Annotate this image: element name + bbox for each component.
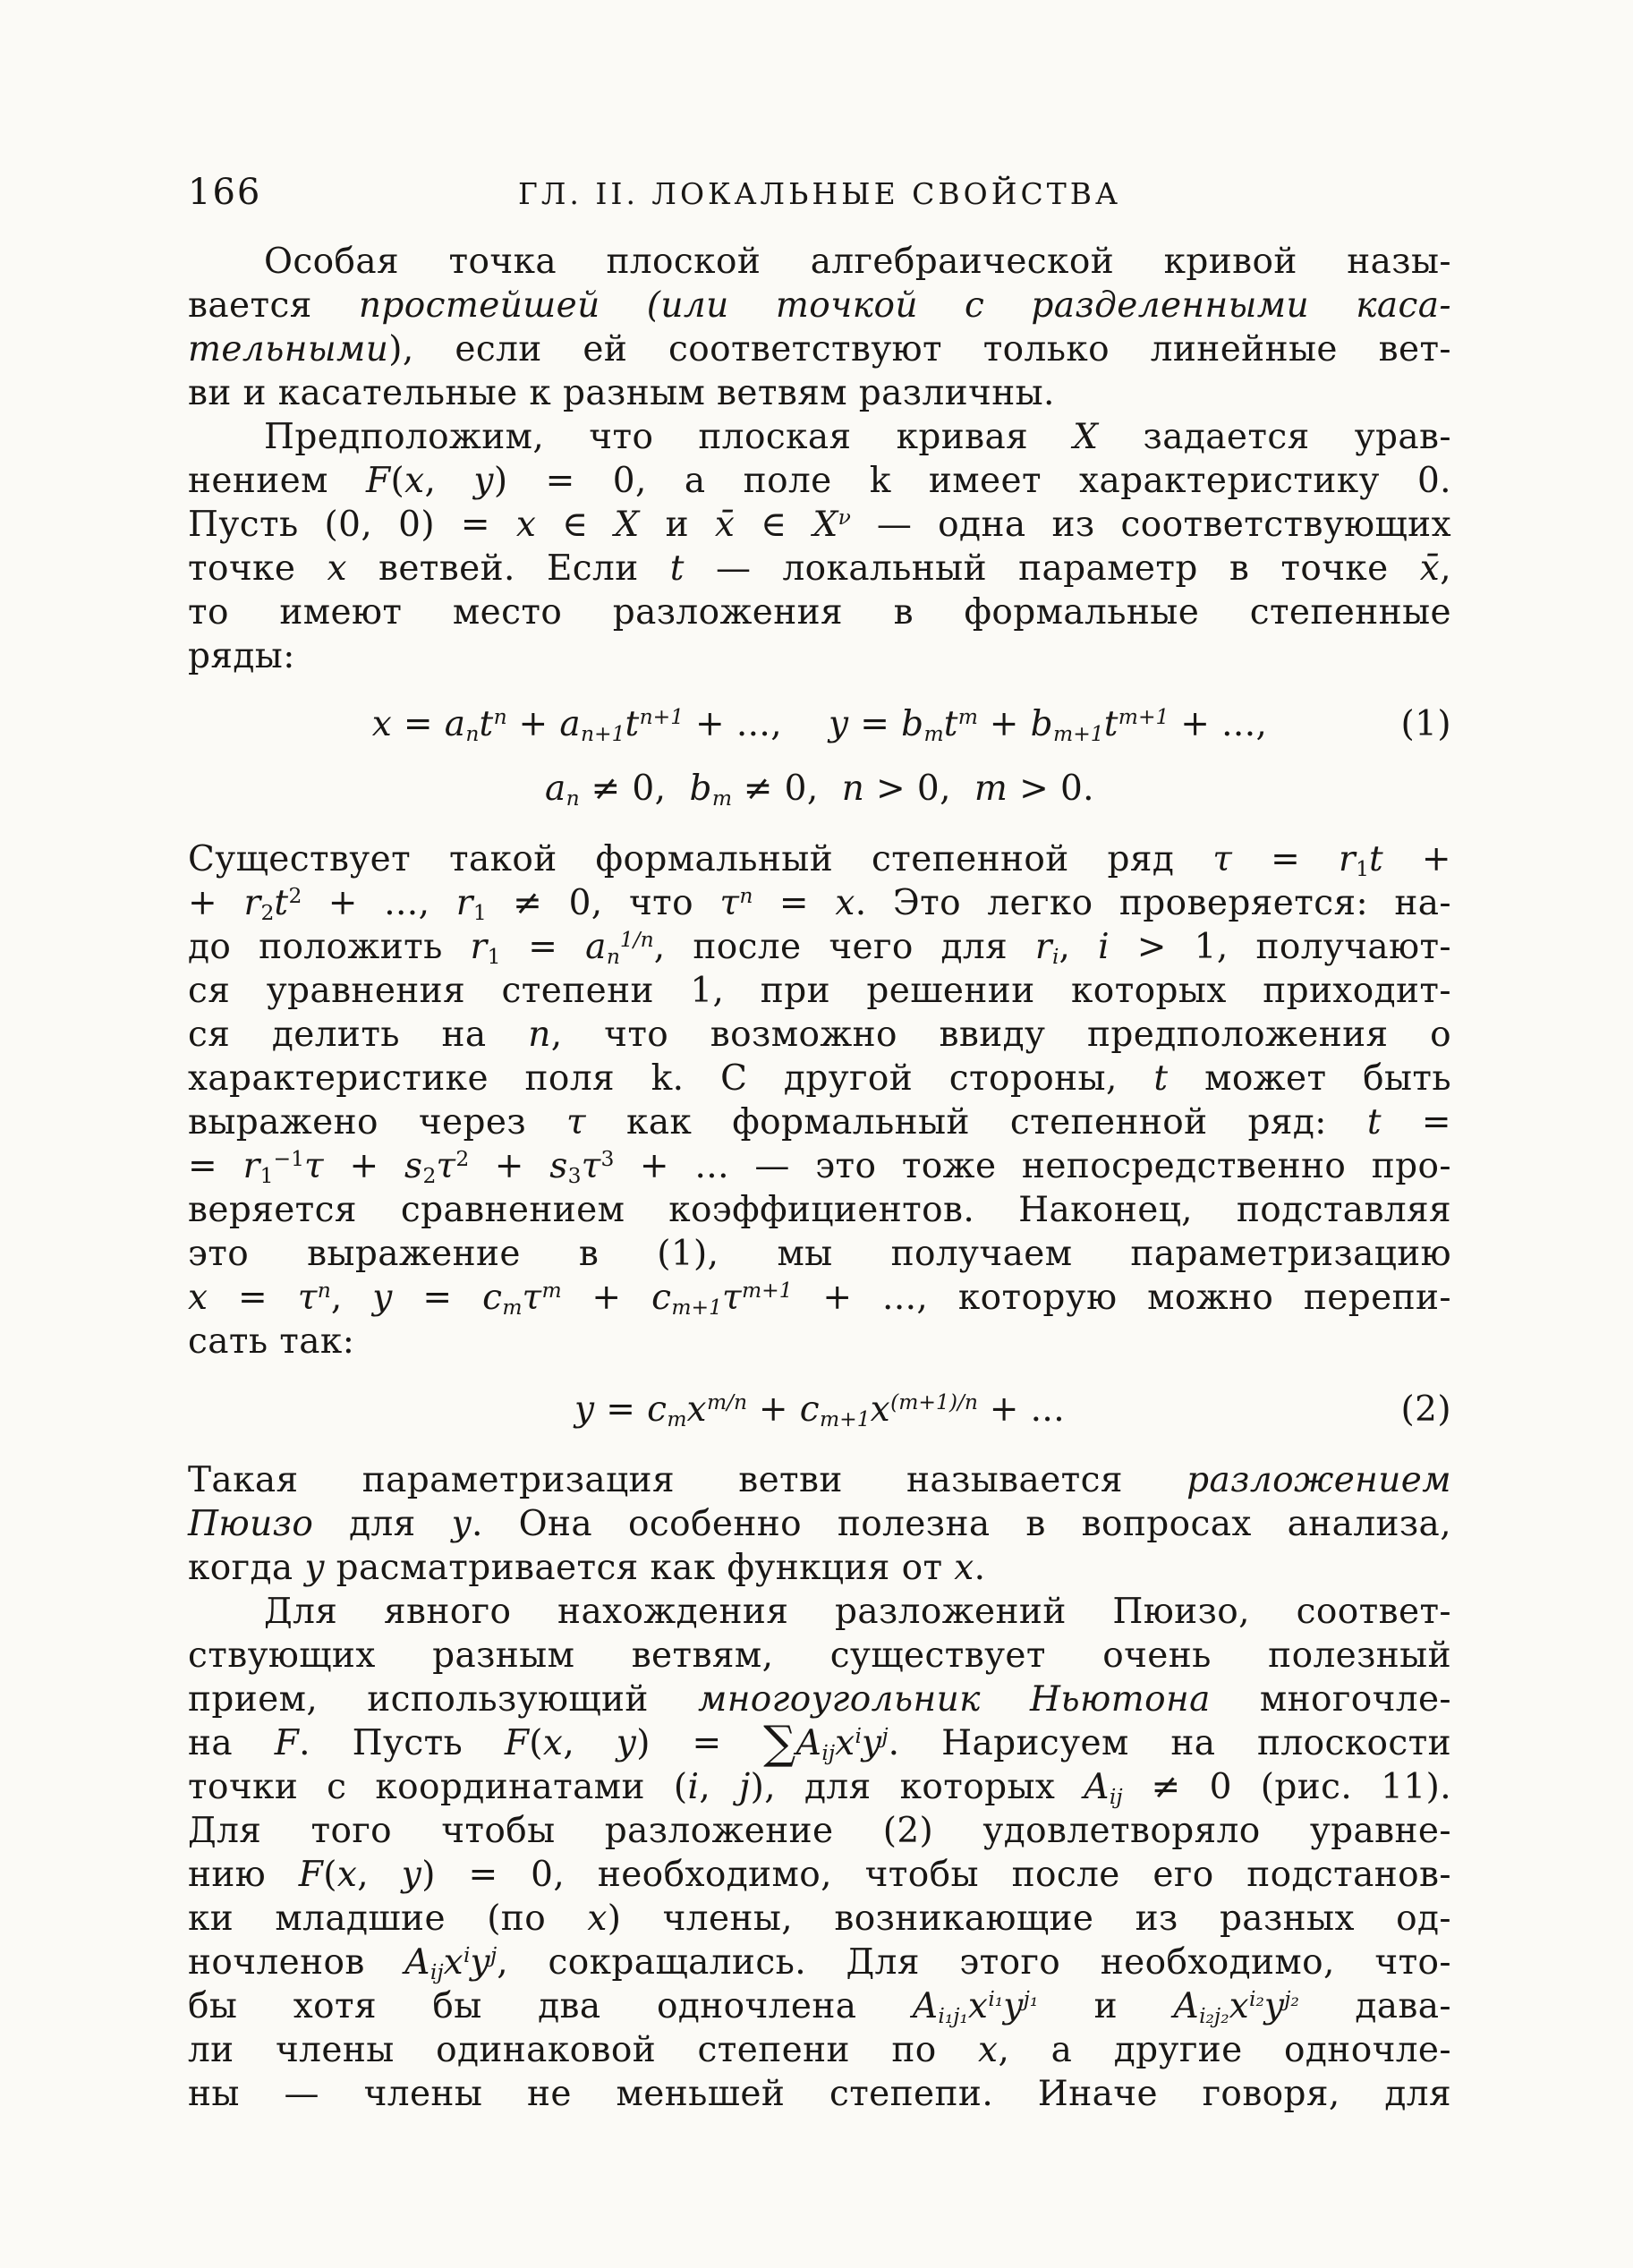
text-run: n+1 [580,720,625,746]
text-run: m [974,769,1008,809]
text-run: y [616,1723,637,1763]
text-run: j [881,1723,889,1749]
text-run: ), если ей соответствуют только линейные вет- [388,329,1451,370]
text-run: j [489,1942,498,1968]
text-run: 3 [600,1146,615,1172]
text-run: t [479,704,494,744]
text-run: m+1 [820,1406,871,1431]
text-run: это выражение в (1), мы получаем параметризацию [188,1234,1451,1274]
text-run: y [1003,1986,1024,2026]
text-run: t [1366,1102,1382,1142]
text-line [188,1853,1451,1897]
text-run: , [1440,548,1452,589]
text-run: x [443,1942,464,1983]
text-run: Для явного нахождения разложений Пюизо, соответ- [264,1592,1451,1632]
text-run: веряется сравнением коэффициентов. Наконец, подставляя [188,1190,1451,1230]
text-run: ( [323,1855,337,1895]
text-run: 2 [260,899,275,925]
text-run: ли члены одинаковой степени по [188,2030,979,2070]
text-run: задается урав- [1098,417,1451,457]
text-run: x [835,1723,855,1763]
text-line [188,590,1451,634]
text-run: i₂ [1248,1986,1264,2012]
text-run: t [943,704,958,744]
text-line [188,634,1451,678]
text-run: , [1059,927,1099,967]
text-run: F [504,1723,530,1763]
text-run: + ... [977,1389,1066,1430]
text-run: a [444,704,466,744]
text-run: n [739,883,753,909]
text-run: i [687,1767,700,1807]
text-run: x [404,461,425,501]
text-run: τ [303,1146,324,1186]
text-line [188,1458,1451,1502]
text-run: когда [188,1548,305,1588]
text-line [188,1320,1451,1363]
text-run: y [304,1548,325,1588]
text-run: ≠ 0, [732,769,819,809]
text-line [188,1765,1451,1809]
text-line [188,415,1451,459]
text-run: A [1173,1986,1200,2026]
text-run: , после чего для [653,927,1035,967]
text-line [188,969,1451,1013]
text-run: m [541,1278,562,1304]
text-run: ), для которых [750,1767,1084,1807]
text-run: , а другие одночле- [998,2030,1451,2070]
text-run: i [464,1942,471,1968]
text-run: x [870,1389,891,1430]
text-run: разложением [1186,1460,1451,1500]
text-line [188,1232,1451,1276]
text-run: a [585,927,607,967]
text-run: + ..., [684,704,783,744]
text-run: ки младшие (по [188,1898,588,1939]
text-run: F [274,1723,300,1763]
text-run: . Она особенно полезна в вопросах анализа, [472,1504,1452,1544]
text-run: τ [522,1278,542,1318]
text-run: c [482,1278,503,1318]
paragraph [188,240,1451,415]
text-run: + ... — это тоже непосредственно про- [614,1146,1451,1186]
text-run: c [651,1278,672,1318]
running-title: ГЛ. II. ЛОКАЛЬНЫЕ СВОЙСТВА [518,176,1121,211]
text-run: x [327,548,347,589]
text-run: тельными [188,329,389,370]
paragraph [188,1458,1451,1590]
text-run: m+1 [742,1278,793,1304]
text-run: , [330,1278,373,1318]
text-run: t [274,883,289,923]
text-run: i₁ [988,1986,1004,2012]
text-run: 2 [455,1146,470,1172]
text-run: точки с координатами ( [188,1767,688,1807]
text-run: , [563,1723,617,1763]
text-run: — локальный параметр в точке [684,548,1420,589]
text-run: , [357,1855,402,1895]
formula-row [188,692,1451,757]
text-run: r [243,883,261,923]
equation-number: (2) [1400,1389,1451,1430]
text-run: = [208,1278,298,1318]
text-run: и [1038,1986,1174,2026]
text-run: y [401,1855,422,1895]
text-run: x [835,883,855,923]
text-run: то имеют место разложения в формальные степенные [188,592,1451,633]
text-run: a [545,769,566,809]
text-run: > 1, получают- [1109,927,1451,967]
text-run: A [795,1723,822,1763]
text-run: r [242,1146,260,1186]
text-run: x [188,1278,208,1318]
text-run: b [901,704,924,744]
text-run: τ [722,1278,742,1318]
text-run: F [366,461,391,501]
page-body [188,240,1451,2116]
text-run: + [323,1146,405,1186]
text-run: m [711,785,732,811]
formula-row [188,757,1451,821]
text-run: . Пусть [299,1723,505,1763]
paragraph [188,1590,1451,2116]
text-run: ) члены, возникающие из разных од- [607,1898,1451,1939]
text-run: x [967,1986,989,2026]
text-run: r [455,883,473,923]
text-run: + [1383,839,1452,879]
text-run: τ [1212,839,1233,879]
text-run: > 0, [864,769,951,809]
text-run: b [689,769,712,809]
text-run: r [1034,927,1052,967]
text-run: , [699,1767,740,1807]
text-line [188,1984,1451,2028]
text-run: i [1098,927,1110,967]
text-run: точке [188,548,327,589]
text-run: . Нарисуем на плоскости [888,1723,1451,1763]
text-run: t [625,704,640,744]
text-line [188,837,1451,881]
text-line [188,1276,1451,1320]
text-line [188,547,1451,590]
text-run: m+1 [671,1294,723,1320]
text-run: τ [581,1146,601,1186]
text-run: X [614,505,640,545]
text-line [188,1678,1451,1721]
text-run: a [559,704,581,744]
text-run: j₂ [1284,1986,1299,2012]
text-run: ∈ [735,505,813,545]
text-run: n [566,785,580,811]
text-run: ны — члены не меньшей степепи. Иначе говоря, для [188,2074,1451,2114]
text-run: x̄ [1419,548,1441,589]
text-run: τ [297,1278,318,1318]
text-run: m [667,1406,687,1431]
text-run: характеристике поля k. С другой стороны, [188,1058,1154,1099]
text-run: A [1084,1767,1110,1807]
text-run: y [574,1389,595,1430]
text-line [188,503,1451,547]
text-run: ночленов [188,1942,405,1983]
text-line [188,1941,1451,1984]
text-run: y [470,1942,490,1983]
text-run: m [923,720,944,746]
text-run: x̄ [714,505,736,545]
text-line [188,1502,1451,1546]
text-run: ) = [636,1723,764,1763]
text-run: t [669,548,685,589]
text-run: j₁ [1023,1986,1039,2012]
text-run: расматривается как функция от [324,1548,955,1588]
text-run: 1 [259,1162,274,1188]
text-run: −1 [273,1146,304,1172]
text-run: простейшей (или точкой с разделенными каса- [358,285,1452,326]
text-run: + ..., которую можно перепи- [792,1278,1452,1318]
text-line [188,1013,1451,1057]
text-run: r [1339,839,1357,879]
text-run: ≠ 0 (рис. 11). [1122,1767,1451,1807]
text-line [188,1634,1451,1678]
text-run: ∈ [536,505,615,545]
text-run: = [1232,839,1340,879]
text-run: 1 [472,899,487,925]
text-run: для [313,1504,452,1544]
text-run: 2 [422,1162,437,1188]
text-run: ij [821,1739,836,1765]
text-run: = [594,1389,648,1430]
text-run: ij [430,1958,444,1984]
text-run: X [1073,417,1099,457]
text-line [188,1546,1451,1590]
text-run: Особая точка плоской алгебраической кривой назы- [264,242,1451,282]
text-run: Предположим, что плоская кривая [264,417,1074,457]
text-run: , что возможно ввиду предположения о [550,1015,1451,1055]
equation-number: (1) [1400,704,1451,744]
text-run: ≠ 0, что [486,883,720,923]
text-line [188,925,1451,969]
text-run: ви и касательные к разным ветвям различны. [188,373,1055,413]
text-run: m [957,704,978,730]
text-run: n [465,720,480,746]
text-run: y [829,704,849,744]
text-run: c [647,1389,668,1430]
text-run: x [515,505,537,545]
text-run: (m+1)/n [890,1389,978,1415]
text-run: i₂j₂ [1199,2002,1229,2028]
text-run: A [912,1986,939,2026]
text-run: x [587,1898,608,1939]
text-run: x [978,2030,999,2070]
text-run: Пюизо [188,1504,314,1544]
text-run: s [404,1146,423,1186]
text-run: x [686,1389,707,1430]
text-run: + [747,1389,800,1430]
text-line [188,2072,1451,2116]
text-run: + [977,704,1031,744]
text-run: t [1153,1058,1169,1099]
text-line [188,1809,1451,1853]
text-run: дава- [1298,1986,1451,2026]
text-run: до положить [188,927,471,967]
text-run: на [188,1723,275,1763]
text-run: + [561,1278,652,1318]
text-run: выражено через [188,1102,567,1142]
text-run: j [739,1767,751,1807]
text-line [188,284,1451,327]
text-run: ветвей. Если [346,548,670,589]
text-run: Пусть (0, 0) = [188,505,516,545]
text-run: = [753,883,836,923]
text-run: > 0. [1008,769,1094,809]
paragraph [188,415,1451,678]
text-run: n [606,943,620,969]
text-run: прием, использующий [188,1679,698,1720]
text-run: ся уравнения степени 1, при решении которых приходит- [188,971,1451,1011]
text-line [188,1144,1451,1188]
text-run: , сокращались. Для этого необходимо, что- [497,1942,1452,1983]
text-run: = [392,704,445,744]
text-run: ij [1109,1783,1123,1809]
text-run: n [841,769,865,809]
text-run: i₁j₁ [938,2002,968,2028]
text-run: ся делить на [188,1015,529,1055]
text-run: A [404,1942,430,1983]
text-run: i [855,1723,862,1749]
text-run: ( [529,1723,543,1763]
text-run: x [954,1548,974,1588]
formula-row [188,1378,1451,1442]
display-formula [188,1378,1451,1442]
text-line [188,371,1451,415]
text-line [188,2028,1451,2072]
text-run: Для того чтобы разложение (2) удовлетворяло уравне- [188,1811,1451,1851]
text-run: как формальный степенной ряд: [586,1102,1367,1142]
text-run: y [473,461,494,501]
text-run: X [812,505,838,545]
text-run: = [392,1278,483,1318]
text-run: бы хотя бы два одночлена [188,1986,913,2026]
text-run: y [451,1504,472,1544]
text-run: + [188,883,244,923]
text-run: n [528,1015,551,1055]
text-run: нию [188,1855,299,1895]
text-run: многоугольник Ньютона [697,1679,1211,1720]
text-run: ствующих разным ветвям, существует очень полезный [188,1635,1451,1676]
text-run: Такая параметризация ветви называется [188,1460,1187,1500]
text-run: = [500,927,586,967]
text-run: сать так: [188,1321,355,1362]
text-run: m [502,1294,523,1320]
text-run: m+1 [1118,704,1169,730]
text-line [188,1590,1451,1634]
text-line [188,1188,1451,1232]
text-line [188,1057,1451,1100]
text-line [188,1100,1451,1144]
text-run: 1 [487,943,501,969]
text-run: y [861,1723,882,1763]
text-run: = [848,704,902,744]
text-run: Существует такой формальный степенной ряд [188,839,1213,879]
text-run: . [974,1548,986,1588]
text-run: x [336,1855,358,1895]
text-run: y [1263,1986,1285,2026]
text-run: . Это легко проверяется: на- [855,883,1451,923]
text-line [188,881,1451,925]
text-run: 1 [1356,855,1369,881]
text-run: вается [188,285,359,326]
text-run: n+1 [639,704,685,730]
text-run: x [542,1723,564,1763]
text-run: ≠ 0, [579,769,667,809]
text-run: ) = 0, а поле k имеет характеристику 0. [493,461,1451,501]
text-line [188,1897,1451,1941]
text-run: ∑ [763,1716,796,1770]
text-run: m/n [706,1389,748,1415]
text-run: = [1381,1102,1452,1142]
text-line [188,240,1451,284]
text-run: = [188,1146,243,1186]
text-run: x [1229,1986,1249,2026]
text-run: и [639,505,715,545]
text-run: ν [838,505,851,531]
display-formula [188,692,1451,821]
text-run: τ [436,1146,456,1186]
text-run: r [470,927,488,967]
text-line [188,327,1451,371]
page-number: 166 [188,172,262,213]
text-run: , [424,461,474,501]
text-run: m+1 [1053,720,1104,746]
text-run: y [372,1278,393,1318]
text-run: + [506,704,560,744]
text-line [188,1716,1451,1770]
text-run: s [549,1146,568,1186]
text-run: ) = 0, необходимо, чтобы после его подстанов- [421,1855,1451,1895]
text-run: 1/n [619,927,654,953]
text-run: n [493,704,507,730]
text-run: t [1103,704,1118,744]
text-run: может быть [1168,1058,1451,1099]
page-header [188,172,1451,213]
text-run: ряды: [188,636,295,676]
text-run: + ..., [1169,704,1268,744]
text-run: 3 [567,1162,582,1188]
text-run: + ..., [302,883,456,923]
text-run: i [1051,943,1059,969]
text-run: многочле- [1210,1679,1451,1720]
text-run: n [317,1278,331,1304]
text-run: τ [719,883,740,923]
text-run: ( [390,461,405,501]
text-run: — одна из соответствующих [850,505,1451,545]
paragraph [188,837,1451,1363]
text-run: x [371,704,393,744]
text-run: F [298,1855,324,1895]
text-run: нением [188,461,366,501]
text-run: τ [566,1102,587,1142]
text-run: c [799,1389,820,1430]
text-run: + [469,1146,550,1186]
text-run: t [1368,839,1384,879]
text-run: b [1030,704,1054,744]
text-run: 2 [288,883,302,909]
text-line [188,459,1451,503]
